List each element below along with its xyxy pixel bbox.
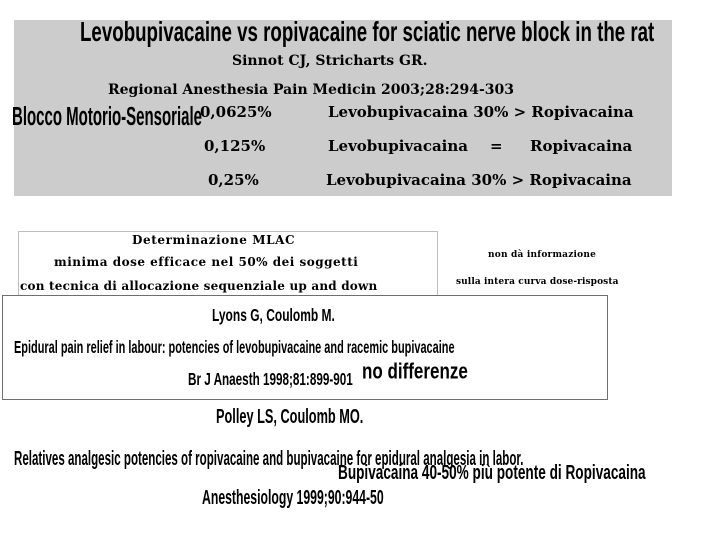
result-row-2-left: Levobupivacaina [328,137,469,155]
study2-conclusion: no differenze [362,360,468,385]
study1-citation: Regional Anesthesia Pain Medicin 2003;28:294-303 [108,82,514,98]
dose-row-1: 0,0625% [200,103,272,121]
study1-authors: Sinnot CJ, Stricharts GR. [232,53,428,69]
side-label-blocco: Blocco Motorio-Sensoriale [12,103,203,132]
study3-authors: Polley LS, Coulomb MO. [216,405,364,428]
study3-title: Relatives analgesic potencies of ropivacaine and bupivacaine for epidural analgesia in labor. [14,447,524,470]
mlac-note-line1: non dà informazione [488,250,597,260]
study2-title: Epidural pain relief in labour: potencies of levobupivacaine and racemic bupivacaine [14,338,455,358]
mlac-title: Determinazione MLAC [132,233,296,247]
dose-row-3: 0,25% [208,171,259,189]
result-row-2-right: Ropivacaina [530,137,633,155]
dose-row-2: 0,125% [204,137,266,155]
mlac-note-line2: sulla intera curva dose-risposta [456,277,619,287]
result-row-2-operator: = [490,137,503,155]
study3-conclusion: Bupivacaina 40-50% più potente di Ropivacaina [338,461,646,484]
result-row-3: Levobupivacaina 30% > Ropivacaina [326,171,632,189]
study3-citation: Anesthesiology 1999;90:944-50 [202,486,384,509]
study2-authors: Lyons G, Coulomb M. [212,306,335,326]
study1-title: Levobupivacaine vs ropivacaine for sciatic nerve block in the rat [80,17,655,49]
mlac-line2: con tecnica di allocazione sequenziale up and down [20,279,378,293]
study2-citation: Br J Anaesth 1998;81:899-901 [188,370,353,390]
result-row-1: Levobupivacaina 30% > Ropivacaina [328,103,634,121]
mlac-line1: minima dose efficace nel 50% dei soggetti [54,255,359,269]
